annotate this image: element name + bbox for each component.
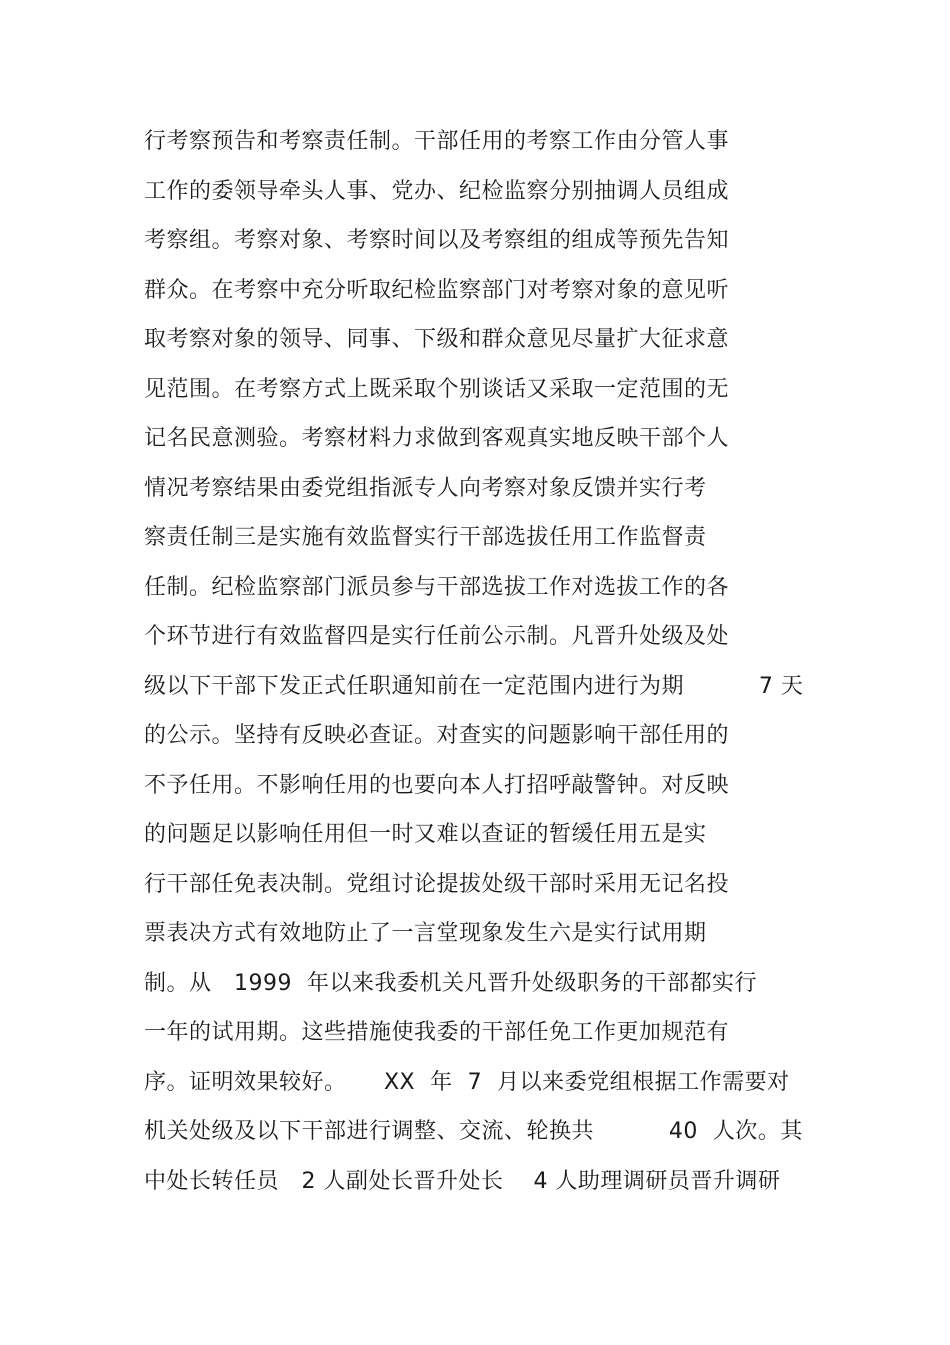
text-line: 一年的试用期。这些措施使我委的干部任免工作更加规范有 xyxy=(144,1020,730,1045)
text-line: 取考察对象的领导、同事、下级和群众意见尽量扩大征求意 xyxy=(144,327,730,352)
text-line: 行干部任免表决制。党组讨论提拔处级干部时采用无记名投 xyxy=(144,872,730,897)
text-line: 序。证明效果较好。 XX 年 7 月以来委党组根据工作需要对 xyxy=(144,1070,790,1095)
text-line: 群众。在考察中充分听取纪检监察部门对考察对象的意见听 xyxy=(144,278,730,303)
text-line: 见范围。在考察方式上既采取个别谈话又采取一定范围的无 xyxy=(144,377,730,402)
text-line: 制。从 1999 年以来我委机关凡晋升处级职务的干部都实行 xyxy=(144,971,757,996)
text-line: 中处长转任员 2 人副处长晋升处长 4 人助理调研员晋升调研 xyxy=(144,1169,781,1194)
text-line: 的问题足以影响任用但一时又难以查证的暂缓任用五是实 xyxy=(144,822,707,847)
text-line: 情况考察结果由委党组指派专人向考察对象反馈并实行考 xyxy=(144,476,707,501)
text-line: 不予任用。不影响任用的也要向本人打招呼敲警钟。对反映 xyxy=(144,773,730,798)
text-line: 考察组。考察对象、考察时间以及考察组的组成等预先告知 xyxy=(144,228,730,253)
text-line: 机关处级及以下干部进行调整、交流、轮换共 40 人次。其 xyxy=(144,1119,803,1144)
text-line: 工作的委领导牵头人事、党办、纪检监察分别抽调人员组成 xyxy=(144,179,730,204)
text-line: 票表决方式有效地防止了一言堂现象发生六是实行试用期 xyxy=(144,921,707,946)
text-line: 的公示。坚持有反映必查证。对查实的问题影响干部任用的 xyxy=(144,723,730,748)
text-line: 个环节进行有效监督四是实行任前公示制。凡晋升处级及处 xyxy=(144,624,730,649)
text-line: 记名民意测验。考察材料力求做到客观真实地反映干部个人 xyxy=(144,426,730,451)
text-line: 任制。纪检监察部门派员参与干部选拔工作对选拔工作的各 xyxy=(144,575,730,600)
text-line: 级以下干部下发正式任职通知前在一定范围内进行为期 7 天 xyxy=(144,674,804,699)
text-line: 行考察预告和考察责任制。干部任用的考察工作由分管人事 xyxy=(144,129,730,154)
text-line: 察责任制三是实施有效监督实行干部选拔任用工作监督责 xyxy=(144,525,707,550)
